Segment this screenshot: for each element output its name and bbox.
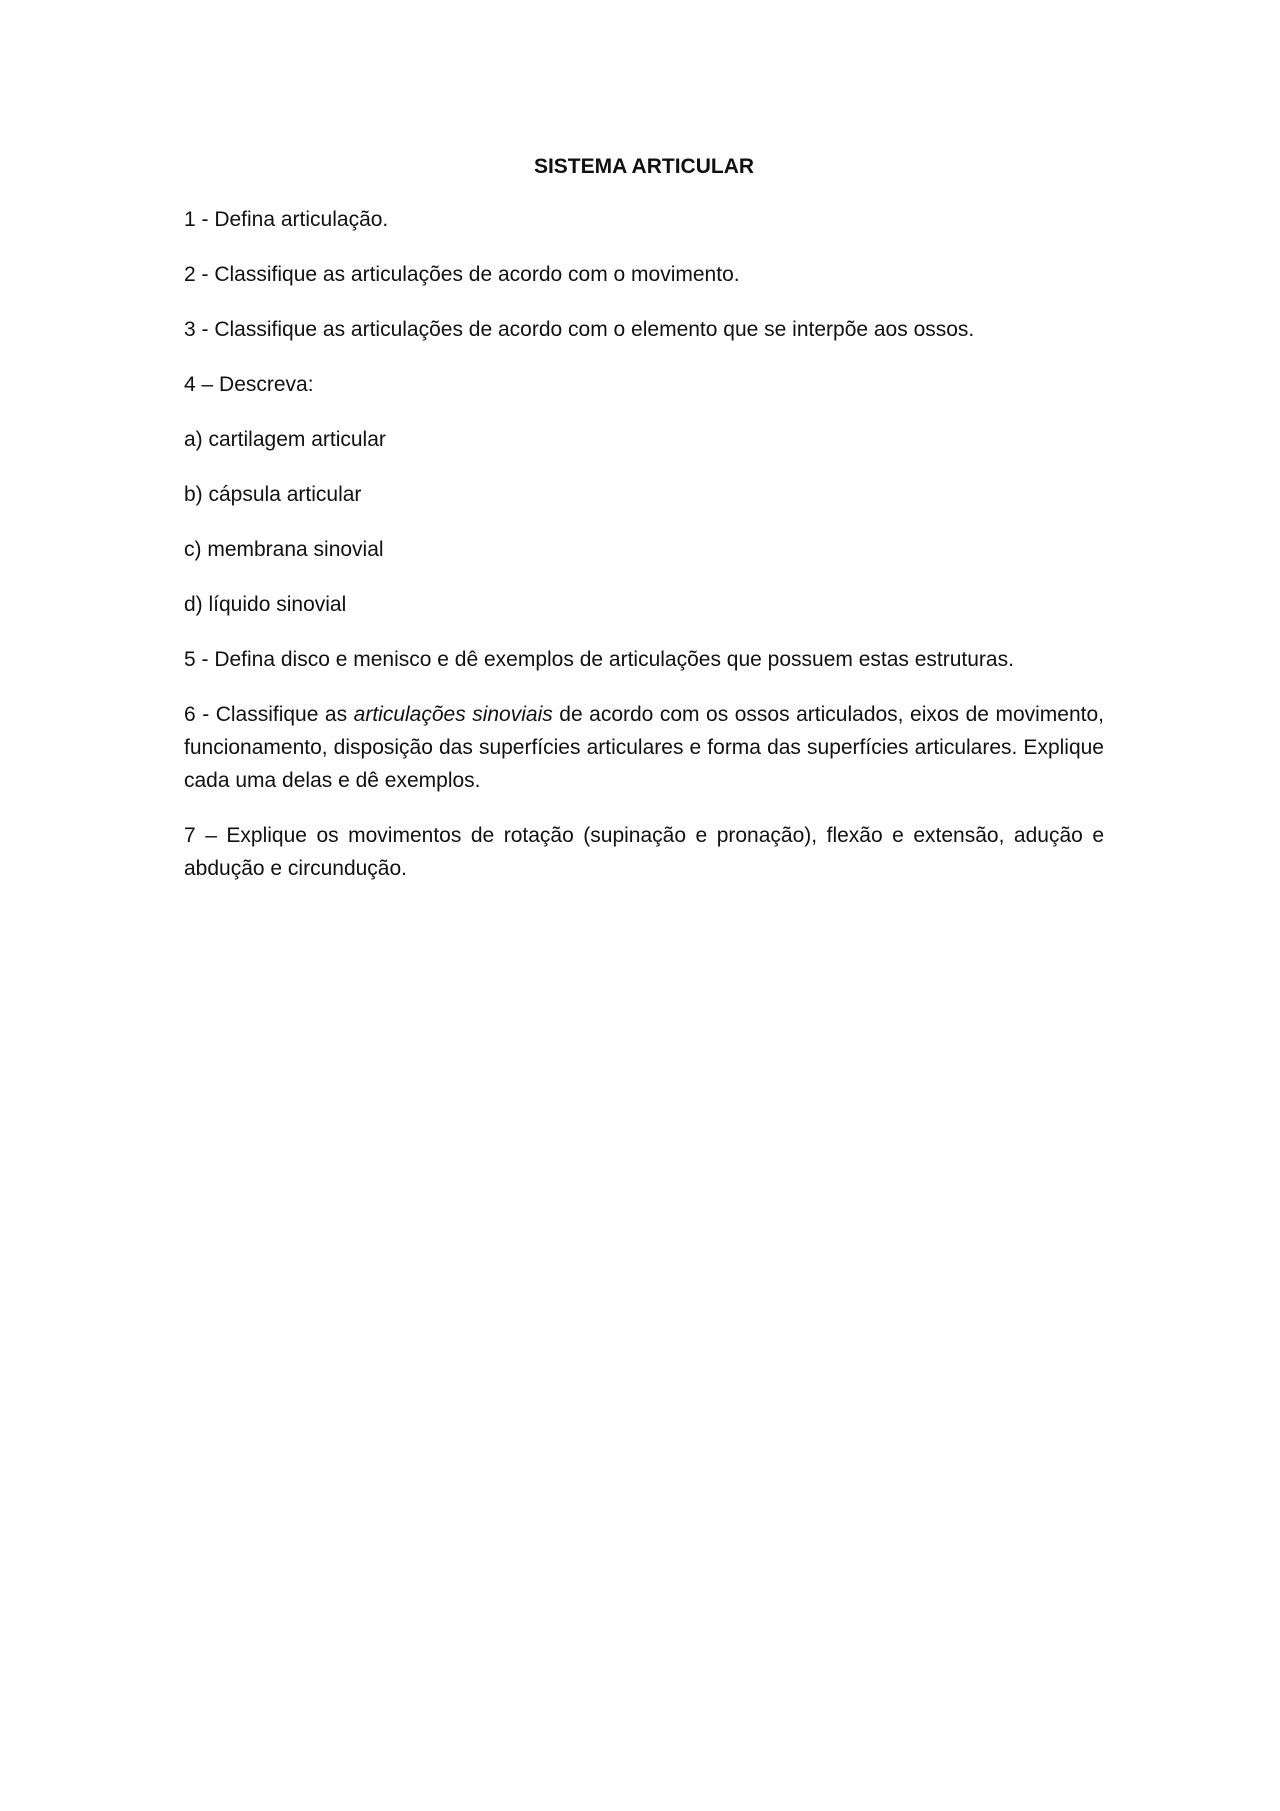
page-title: SISTEMA ARTICULAR — [533, 155, 755, 178]
question-6-italic: articulações sinoviais — [353, 703, 553, 726]
question-5: 5 - Defina disco e menisco e dê exemplos de articulações que possuem estas estruturas. — [184, 648, 1014, 671]
question-4c: c) membrana sinovial — [184, 538, 384, 561]
question-4d: d) líquido sinovial — [184, 593, 347, 616]
document-page — [184, 150, 1104, 907]
question-4a: a) cartilagem articular — [184, 428, 386, 451]
question-2: 2 - Classifique as articulações de acordo com o movimento. — [184, 263, 740, 286]
question-6-before: 6 - Classifique as — [184, 703, 354, 726]
question-6-after: de acordo com os ossos articulados, eixos de movimento, funcionamento, disposição das superfícies articulares e forma das superfícies articulares. Explique cada uma delas e dê exemplos. — [184, 703, 1104, 792]
question-7: 7 – Explique os movimentos de rotação (supinação e pronação), flexão e extensão, adução e abdução e circundução. — [184, 824, 1104, 880]
question-4: 4 – Descreva: — [184, 373, 314, 396]
question-6 — [184, 698, 1104, 797]
question-4b: b) cápsula articular — [184, 483, 362, 506]
question-3: 3 - Classifique as articulações de acordo com o elemento que se interpõe aos ossos. — [184, 318, 975, 341]
question-1: 1 - Defina articulação. — [184, 208, 389, 231]
